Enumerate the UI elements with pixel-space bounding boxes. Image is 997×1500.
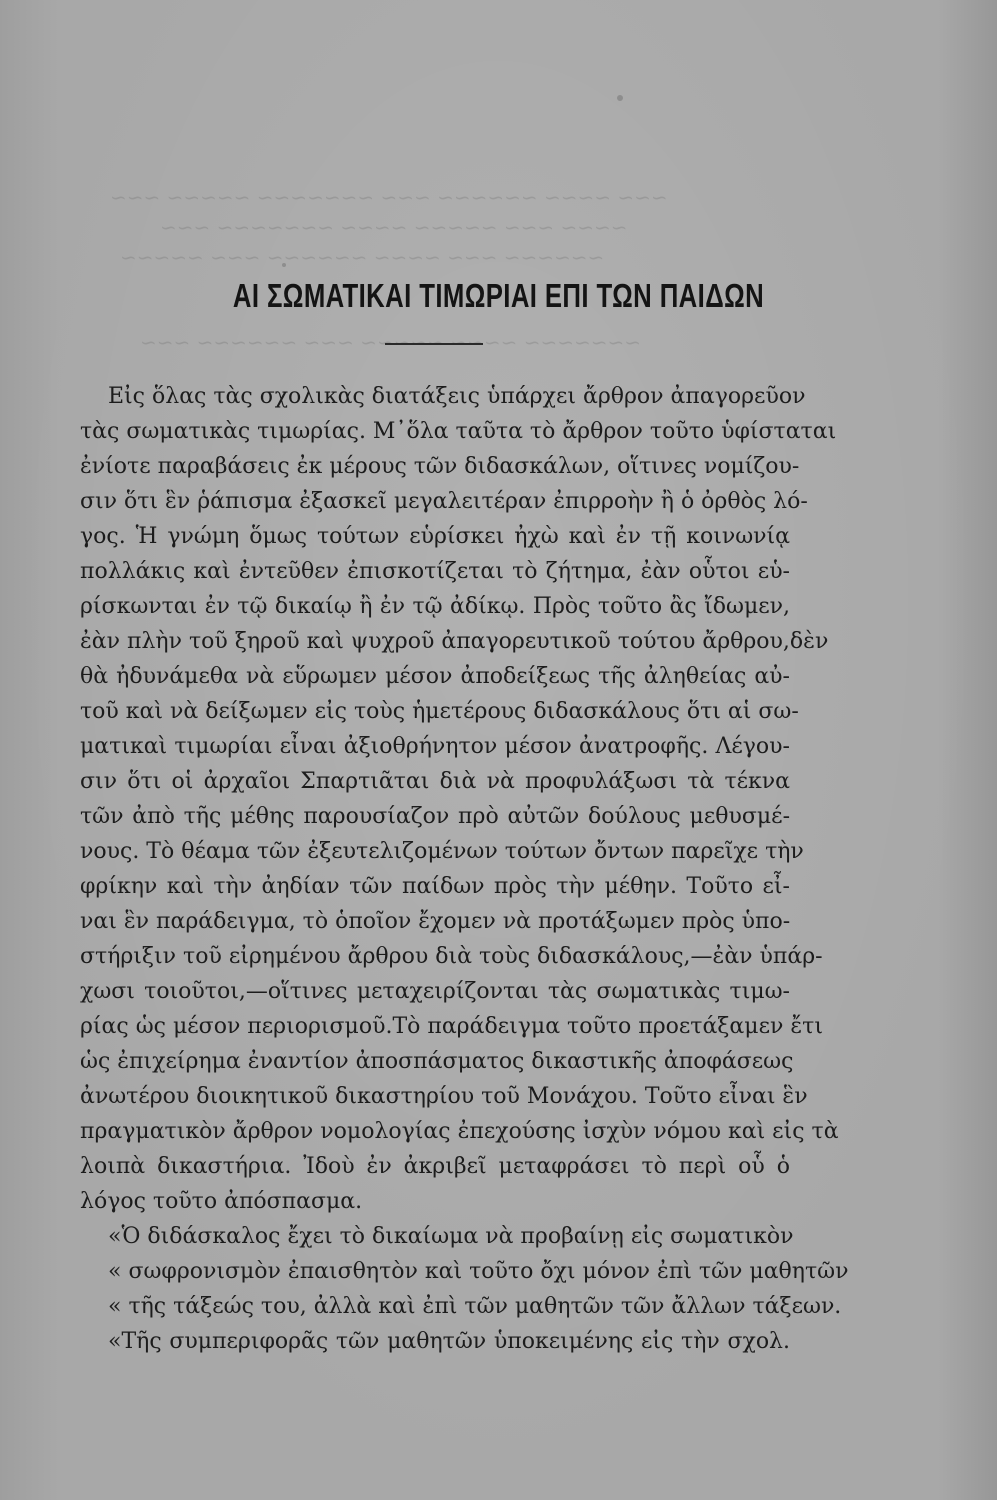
- text-line: τὰς σωματικὰς τιμωρίας. Μ᾿ὅλα ταῦτα τὸ ἄρθρον τοῦτο ὑφίσταται: [80, 419, 837, 444]
- text-line: ματικαὶ τιμωρίαι εἶναι ἀξιοθρήνητον μέσον ἀνατροφῆς. Λέγου-: [80, 734, 790, 759]
- text-line: ὡς ἐπιχείρημα ἐναντίον ἀποσπάσματος δικαστικῆς ἀποφάσεως: [80, 1049, 794, 1074]
- bleed-through-decoration: ~~~~~~ ~~~ ~~~~ ~~~~~~ ~~~ ~~~~~: [120, 245, 605, 269]
- quote-line: «Τῆς συμπεριφορᾶς τῶν μαθητῶν ὑποκειμένης εἰς τὴν σχολ.: [108, 1329, 790, 1354]
- quote-line: « σωφρονισμὸν ἐπαισθητὸν καὶ τοῦτο ὄχι μόνον ἐπὶ τῶν μαθητῶν: [108, 1259, 849, 1284]
- text-line: ἐνίοτε παραβάσεις ἐκ μέρους τῶν διδασκάλων, οἵτινες νομίζου-: [80, 454, 800, 479]
- text-line: ρίσκωνται ἐν τῷ δικαίῳ ἢ ἐν τῷ ἀδίκῳ. Πρὸς τοῦτο ἂς ἴδωμεν,: [80, 594, 790, 619]
- text-line: ρίας ὡς μέσον περιορισμοῦ.Τὸ παράδειγμα τοῦτο προετάξαμεν ἔτι: [80, 1014, 823, 1039]
- text-line: νους. Τὸ θέαμα τῶν ἐξευτελιζομένων τούτων ὄντων παρεῖχε τὴν: [80, 839, 804, 864]
- text-line: πραγματικὸν ἄρθρον νομολογίας ἐπεχούσης ἰσχὺν νόμου καὶ εἰς τὰ: [80, 1119, 839, 1144]
- text-line: σιν ὅτι ἓν ῥάπισμα ἐξασκεῖ μεγαλειτέραν ἐπιρροὴν ἢ ὁ ὀρθὸς λό-: [80, 489, 808, 514]
- text-line: ἀνωτέρου διοικητικοῦ δικαστηρίου τοῦ Μονάχου. Τοῦτο εἶναι ἓν: [80, 1084, 808, 1109]
- text-line: ἐὰν πλὴν τοῦ ξηροῦ καὶ ψυχροῦ ἀπαγορευτικοῦ τούτου ἄρθρου,δὲν: [80, 629, 829, 654]
- text-line: χωσι τοιοῦτοι,—οἵτινες μεταχειρίζονται τὰς σωματικὰς τιμω-: [80, 979, 790, 1004]
- quote-line: «Ὁ διδάσκαλος ἔχει τὸ δικαίωμα νὰ προβαίνῃ εἰς σωματικὸν: [108, 1224, 794, 1249]
- text-line: σιν ὅτι οἱ ἀρχαῖοι Σπαρτιᾶται διὰ νὰ προφυλάξωσι τὰ τέκνα: [80, 769, 790, 794]
- title-divider: [385, 343, 483, 345]
- text-line: λοιπὰ δικαστήρια. Ἰδοὺ ἐν ἀκριβεῖ μεταφράσει τὸ περὶ οὗ ὁ: [80, 1154, 790, 1179]
- text-line: θὰ ἠδυνάμεθα νὰ εὕρωμεν μέσον ἀποδείξεως τῆς ἀληθείας αὐ-: [80, 664, 790, 689]
- text-line: Εἰς ὅλας τὰς σχολικὰς διατάξεις ὑπάρχει ἄρθρον ἀπαγορεῦον: [108, 384, 806, 409]
- page-title: ΑΙ ΣΩΜΑΤΙΚΑΙ ΤΙΜΩΡΙΑΙ ΕΠΙ ΤΩΝ ΠΑΙΔΩΝ: [232, 277, 765, 314]
- bleed-through-decoration: ~~~~ ~~~ ~~~~~ ~~~~ ~~~~~~~ ~~~: [160, 215, 628, 239]
- text-line: στήριξιν τοῦ εἰρημένου ἄρθρου διὰ τοὺς διδασκάλους,—ἐὰν ὑπάρ-: [80, 944, 823, 969]
- text-line: λόγος τοῦτο ἀπόσπασμα.: [80, 1189, 363, 1214]
- quote-line: « τῆς τάξεώς του, ἀλλὰ καὶ ἐπὶ τῶν μαθητῶν τῶν ἄλλων τάξεων.: [108, 1294, 842, 1319]
- text-line: γος. Ἡ γνώμη ὅμως τούτων εὑρίσκει ἠχὼ καὶ ἐν τῇ κοινωνίᾳ: [80, 524, 790, 549]
- bleed-through-decoration: ~~~~~~~ ~~~~ ~~~~~ ~~~ ~~~~~~ ~~~: [140, 330, 642, 354]
- ink-spot: [617, 95, 623, 101]
- text-line: τῶν ἀπὸ τῆς μέθης παρουσίαζον πρὸ αὐτῶν δούλους μεθυσμέ-: [80, 804, 790, 829]
- text-line: τοῦ καὶ νὰ δείξωμεν εἰς τοὺς ἡμετέρους διδασκάλους ὅτι αἱ σω-: [80, 699, 799, 724]
- text-line: ναι ἓν παράδειγμα, τὸ ὁποῖον ἔχομεν νὰ προτάξωμεν πρὸς ὑπο-: [80, 909, 791, 934]
- text-line: φρίκην καὶ τὴν ἀηδίαν τῶν παίδων πρὸς τὴν μέθην. Τοῦτο εἶ-: [80, 874, 790, 899]
- text-line: πολλάκις καὶ ἐντεῦθεν ἐπισκοτίζεται τὸ ζήτημα, ἐὰν οὗτοι εὑ-: [80, 559, 790, 584]
- ink-spot: [282, 263, 286, 267]
- bleed-through-decoration: ~~~ ~~~~ ~~~~~~ ~~~ ~~~~~~~ ~~~~~ ~~~: [110, 185, 668, 209]
